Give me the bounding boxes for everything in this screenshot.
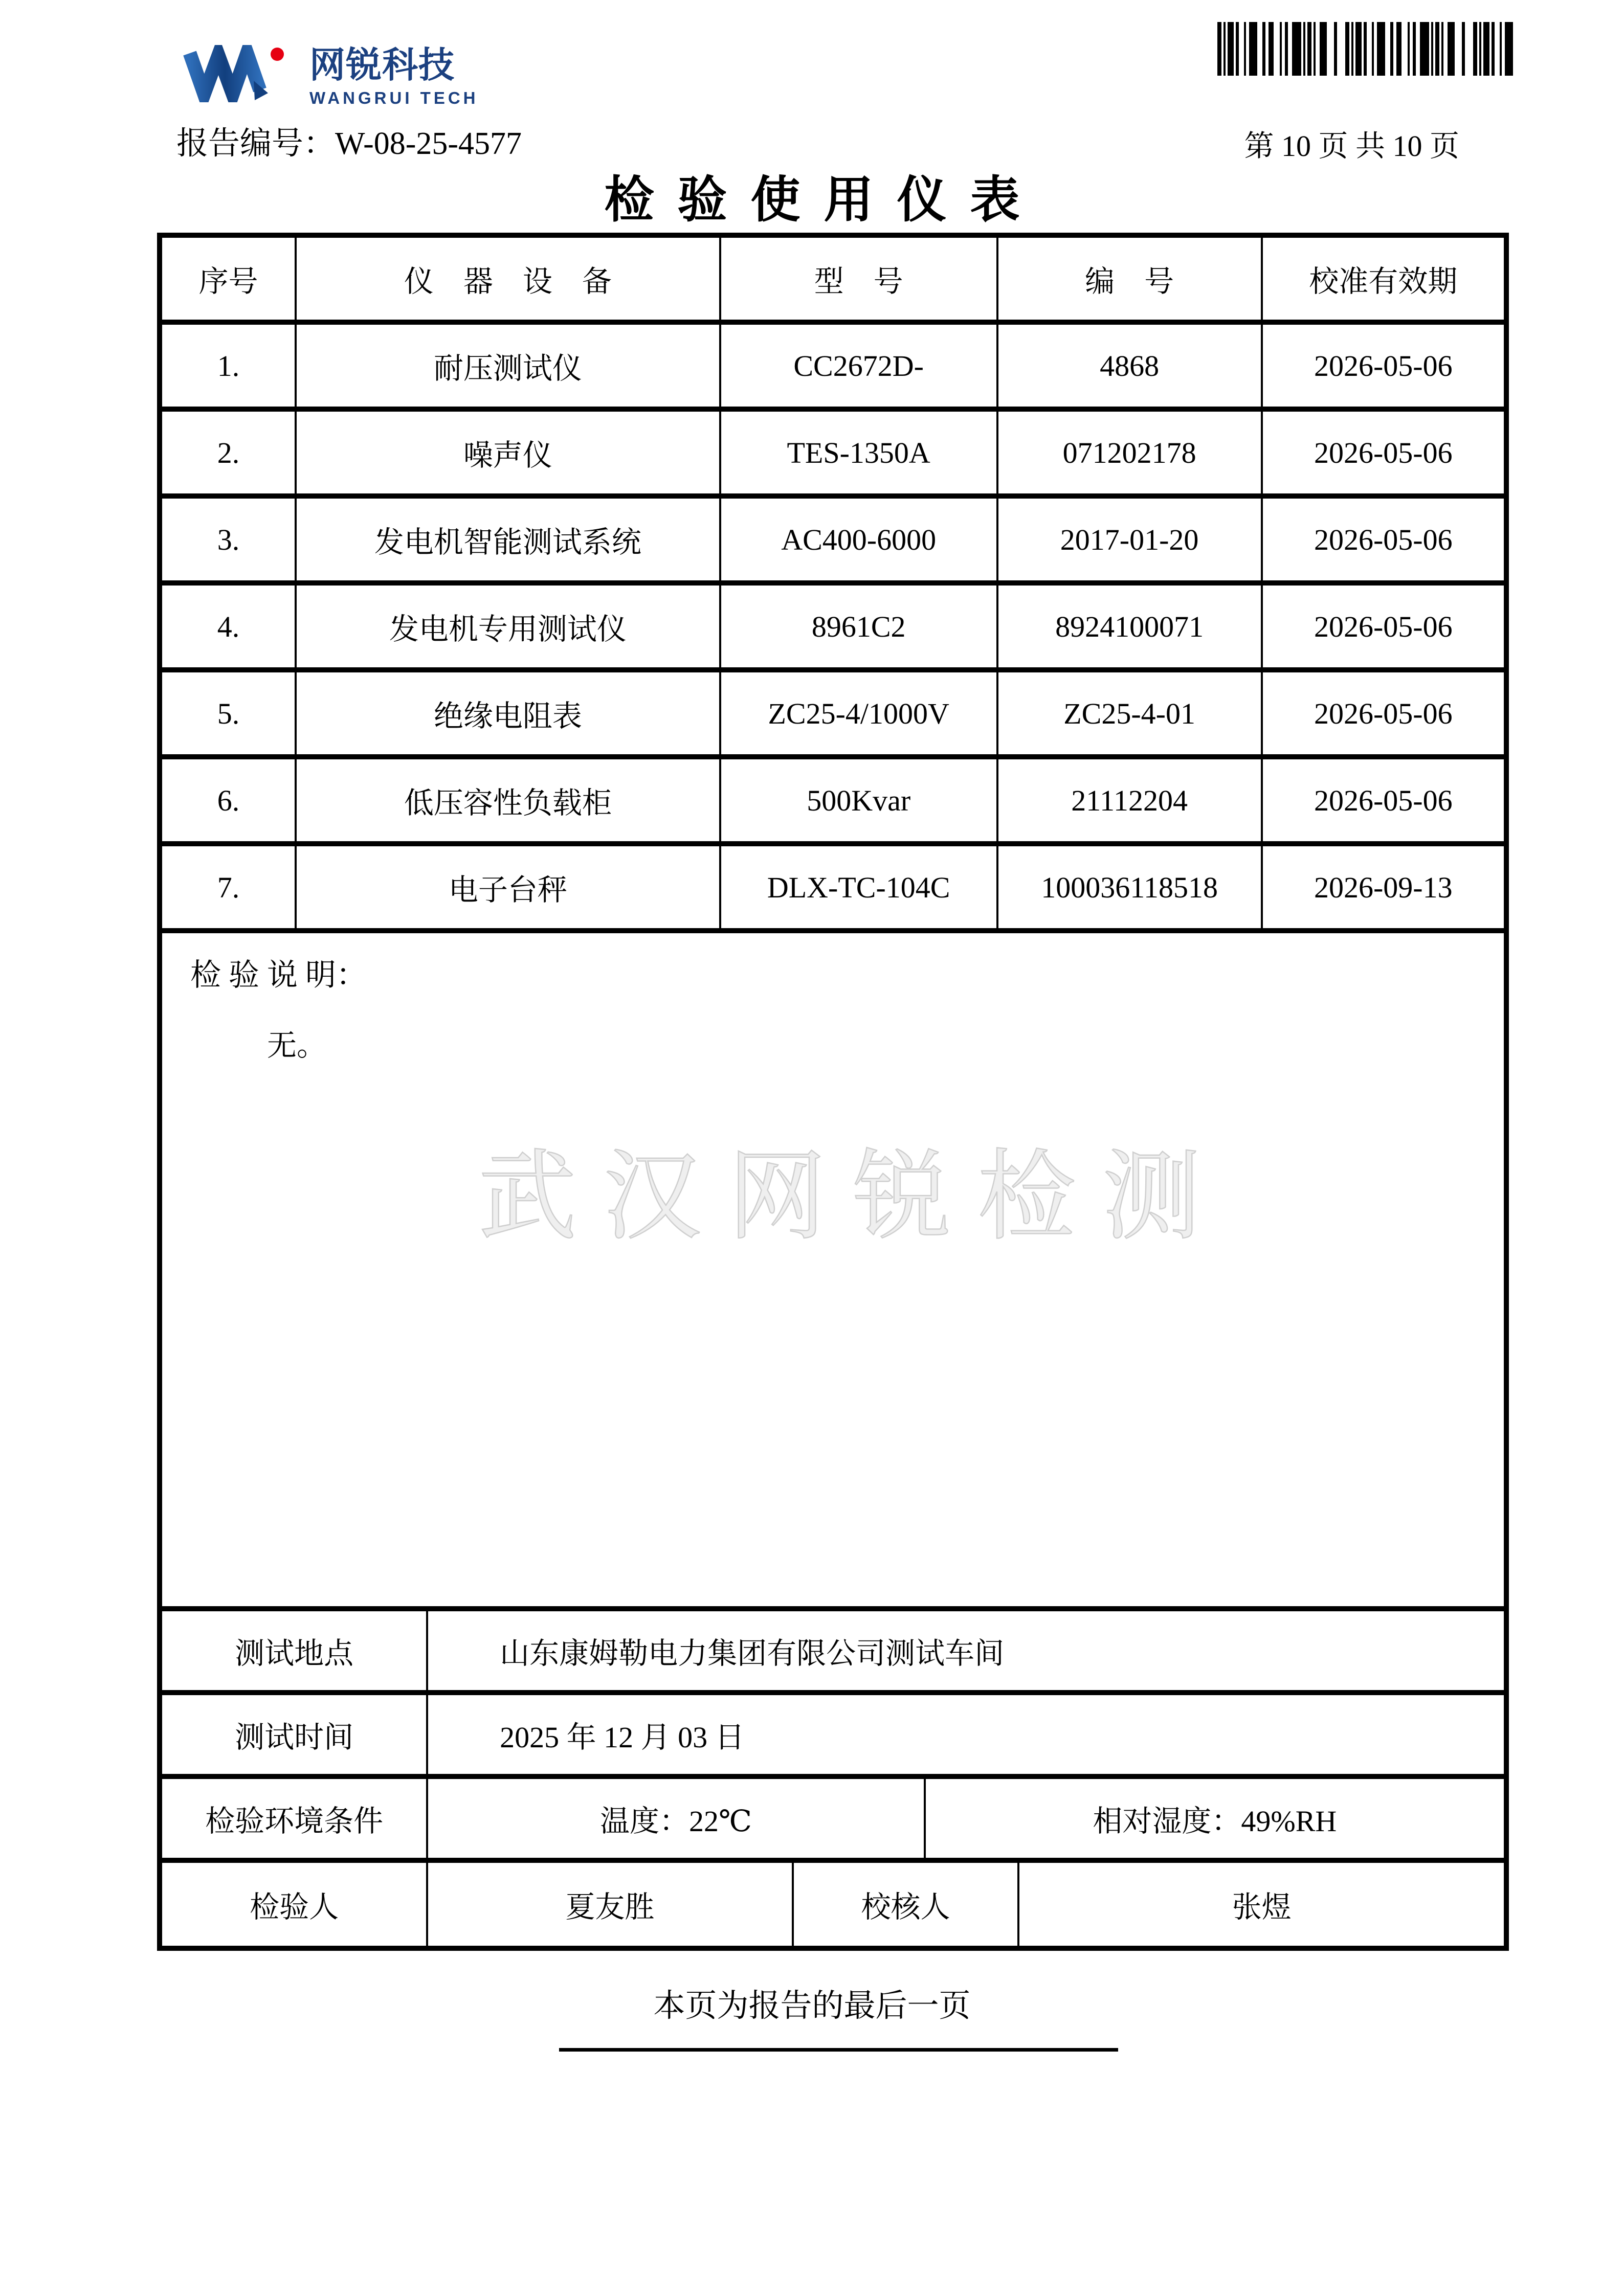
page-title: 检验使用仪表 bbox=[604, 173, 1043, 228]
personnel-row bbox=[162, 1863, 1504, 1946]
page-indicator: 第 10 页 共 10 页 bbox=[1244, 129, 1459, 163]
row-no: 4. bbox=[162, 586, 297, 672]
test-time-row bbox=[162, 1695, 1504, 1779]
valid-cell: 2026-05-06 bbox=[1263, 412, 1504, 499]
watermark: 武汉网锐检测 bbox=[478, 1143, 1227, 1252]
serial-cell: 4868 bbox=[998, 325, 1263, 412]
column-header-device: 仪 器 设 备 bbox=[297, 238, 721, 325]
serial-cell: ZC25-4-01 bbox=[998, 672, 1263, 759]
serial-cell: 071202178 bbox=[998, 412, 1263, 499]
brand-name-cn: 网锐科技 bbox=[309, 45, 455, 85]
column-header-model: 型 号 bbox=[721, 238, 998, 325]
report-number-value: W-08-25-4577 bbox=[335, 126, 522, 161]
humidity-value: 相对湿度：49%RH bbox=[1093, 1805, 1337, 1838]
model-cell: ZC25-4/1000V bbox=[721, 672, 998, 759]
row-no: 2. bbox=[162, 412, 297, 499]
valid-cell: 2026-05-06 bbox=[1263, 325, 1504, 412]
row-no: 3. bbox=[162, 499, 297, 586]
inspection-notes-label: 检 验 说 明： bbox=[190, 958, 367, 992]
last-page-note: 本页为报告的最后一页 bbox=[653, 1989, 971, 2023]
device-cell: 发电机智能测试系统 bbox=[297, 499, 721, 586]
inspection-notes-content: 无。 bbox=[267, 1029, 327, 1062]
test-time-label: 测试时间 bbox=[162, 1695, 428, 1774]
column-header-valid: 校准有效期 bbox=[1263, 238, 1504, 325]
column-header-no: 序号 bbox=[162, 238, 297, 325]
serial-cell: 8924100071 bbox=[998, 586, 1263, 672]
reviewer-name: 张煜 bbox=[1232, 1890, 1292, 1924]
device-cell: 耐压测试仪 bbox=[297, 325, 721, 412]
environment-row bbox=[162, 1779, 1504, 1863]
test-location-row bbox=[162, 1611, 1504, 1695]
test-time-value: 2025 年 12 月 03 日 bbox=[500, 1721, 745, 1754]
instrument-grid bbox=[162, 238, 1504, 933]
serial-cell: 21112204 bbox=[998, 759, 1263, 846]
environment-label: 检验环境条件 bbox=[162, 1779, 428, 1858]
device-cell: 电子台秤 bbox=[297, 846, 721, 933]
brand-block bbox=[309, 46, 479, 107]
logo bbox=[183, 45, 479, 107]
logo-mark bbox=[183, 45, 288, 102]
row-no: 5. bbox=[162, 672, 297, 759]
inspector-name: 夏友胜 bbox=[428, 1863, 794, 1946]
valid-cell: 2026-05-06 bbox=[1263, 586, 1504, 672]
model-cell: 500Kvar bbox=[721, 759, 998, 846]
inspection-notes-cell bbox=[162, 933, 1504, 1611]
model-cell: TES-1350A bbox=[721, 412, 998, 499]
logo-dot bbox=[271, 48, 284, 61]
valid-cell: 2026-09-13 bbox=[1263, 846, 1504, 933]
barcode bbox=[1217, 22, 1520, 76]
device-cell: 发电机专用测试仪 bbox=[297, 586, 721, 672]
valid-cell: 2026-05-06 bbox=[1263, 759, 1504, 846]
footer-divider bbox=[559, 2048, 1118, 2052]
serial-cell: 2017-01-20 bbox=[998, 499, 1263, 586]
row-no: 6. bbox=[162, 759, 297, 846]
model-cell: AC400-6000 bbox=[721, 499, 998, 586]
device-cell: 低压容性负载柜 bbox=[297, 759, 721, 846]
serial-cell: 100036118518 bbox=[998, 846, 1263, 933]
model-cell: CC2672D- bbox=[721, 325, 998, 412]
valid-cell: 2026-05-06 bbox=[1263, 672, 1504, 759]
row-no: 7. bbox=[162, 846, 297, 933]
column-header-serial: 编 号 bbox=[998, 238, 1263, 325]
test-location-label: 测试地点 bbox=[162, 1611, 428, 1690]
device-cell: 绝缘电阻表 bbox=[297, 672, 721, 759]
model-cell: 8961C2 bbox=[721, 586, 998, 672]
temperature-value: 温度：22℃ bbox=[428, 1779, 926, 1858]
test-location-value: 山东康姆勒电力集团有限公司测试车间 bbox=[500, 1637, 1005, 1670]
reviewer-label: 校核人 bbox=[794, 1863, 1020, 1946]
report-number bbox=[176, 118, 522, 163]
valid-cell: 2026-05-06 bbox=[1263, 499, 1504, 586]
inspector-label: 检验人 bbox=[162, 1863, 428, 1946]
row-no: 1. bbox=[162, 325, 297, 412]
device-cell: 噪声仪 bbox=[297, 412, 721, 499]
instrument-table bbox=[157, 233, 1509, 1951]
report-number-label: 报告编号： bbox=[176, 126, 336, 161]
brand-name-en: WANGRUI TECH bbox=[309, 88, 479, 107]
model-cell: DLX-TC-104C bbox=[721, 846, 998, 933]
